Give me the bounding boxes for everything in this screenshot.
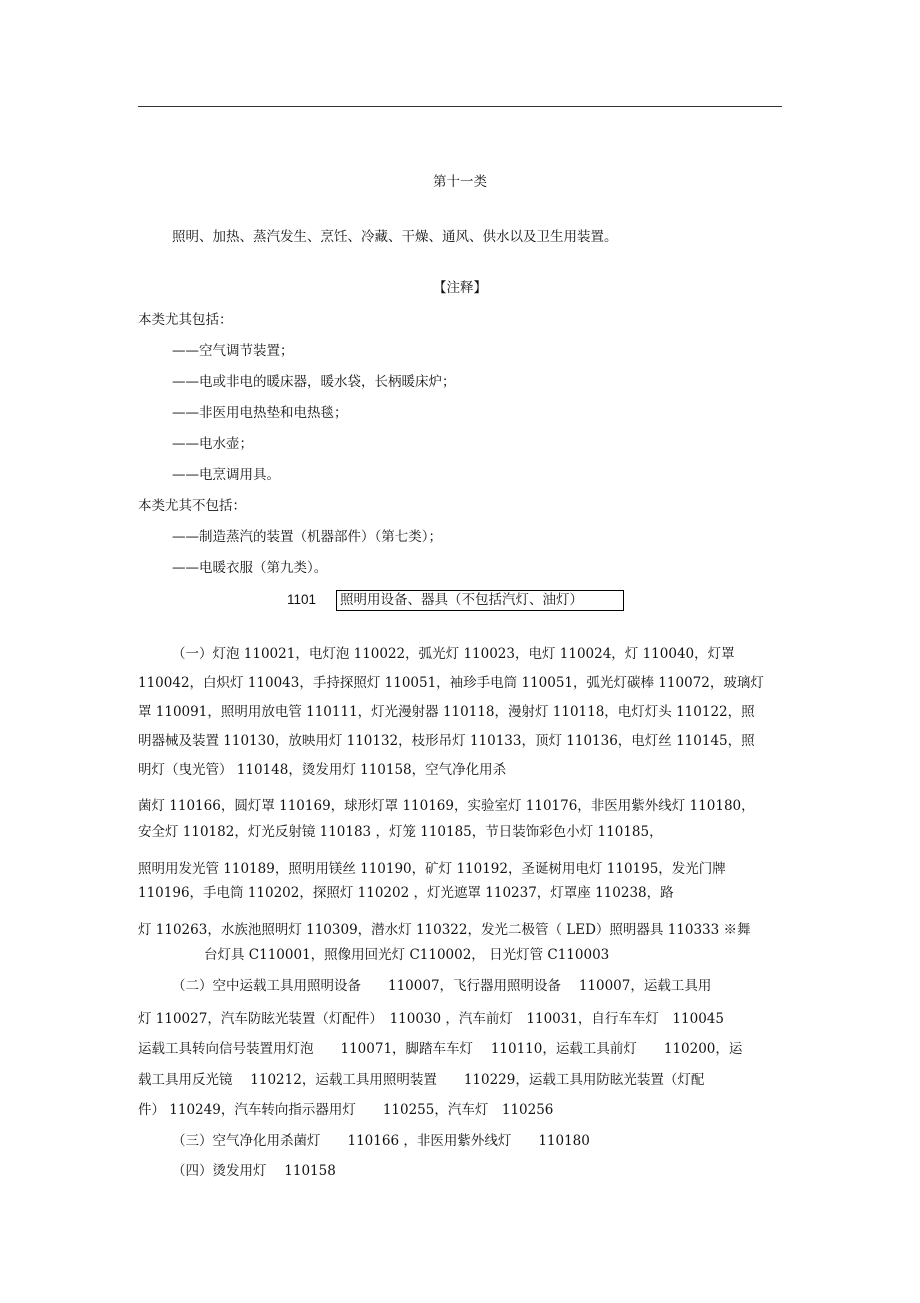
class-description: 照明、加热、蒸汽发生、烹饪、冷藏、干燥、通风、供水以及卫生用装置。 — [172, 229, 618, 245]
body-line: 灯 110027，汽车防眩光装置（灯配件） 110030 ，汽车前灯 110031，自行车车灯 110045 — [138, 1011, 724, 1027]
body-line: 运载工具转向信号装置用灯泡 110071，脚踏车车灯 110110，运载工具前灯 110200，运 — [138, 1041, 743, 1057]
body-line: 110196，手电筒 110202，探照灯 110202 ，灯光遮罩 110237，灯罩座 110238，路 — [138, 885, 674, 901]
include-item: ——电或非电的暖床器，暖水袋，长柄暖床炉； — [172, 374, 456, 390]
include-item: ——非医用电热垫和电热毯； — [172, 405, 348, 421]
body-line: （二）空中运载工具用照明设备 110007，飞行器用照明设备 110007，运载工具用 — [172, 978, 712, 994]
exclude-item: ——电暖衣服（第九类）。 — [172, 560, 328, 576]
body-line: （一）灯泡 110021，电灯泡 110022，弧光灯 110023，电灯 110024，灯 110040，灯罩 — [172, 646, 735, 662]
excludes-intro: 本类尤其不包括： — [138, 498, 246, 514]
include-item: ——电水壶； — [172, 436, 253, 452]
include-item: ——空气调节装置； — [172, 343, 294, 359]
exclude-item: ——制造蒸汽的装置（机器部件）（第七类）； — [172, 529, 442, 545]
body-line: （三）空气净化用杀菌灯 110166 ，非医用紫外线灯 110180 — [172, 1133, 590, 1149]
body-line: 明灯（曳光管） 110148，烫发用灯 110158，空气净化用杀 — [138, 762, 507, 778]
body-line: 台灯具 C110001，照像用回光灯 C110002， 日光灯管 C110003 — [204, 947, 610, 963]
body-line: 安全灯 110182，灯光反射镜 110183 ，灯笼 110185，节日装饰彩色小灯 110185， — [138, 824, 663, 840]
body-line: 件） 110249，汽车转向指示器用灯 110255，汽车灯 110256 — [138, 1102, 554, 1118]
body-line: 菌灯 110166，圆灯罩 110169，球形灯罩 110169，实验室灯 110176，非医用紫外线灯 110180， — [138, 798, 755, 814]
body-line: 灯 110263，水族池照明灯 110309，潜水灯 110322，发光二极管（ LED）照明器具 110333 ※舞 — [138, 922, 751, 938]
body-line: 明器械及装置 110130，放映用灯 110132，枝形吊灯 110133，顶灯 110136，电灯丝 110145，照 — [138, 733, 755, 749]
class-title: 第十一类 — [433, 174, 487, 190]
body-line: 110042，白炽灯 110043，手持探照灯 110051，袖珍手电筒 110051，弧光灯碳棒 110072，玻璃灯 — [138, 675, 764, 691]
include-item: ——电烹调用具。 — [172, 467, 280, 483]
body-line: 罩 110091，照明用放电管 110111，灯光漫射器 110118，漫射灯 110118，电灯灯头 110122，照 — [138, 704, 755, 720]
body-line: （四）烫发用灯 110158 — [172, 1163, 336, 1179]
group-title: 照明用设备、器具（不包括汽灯、油灯） — [336, 590, 624, 611]
body-line: 载工具用反光镜 110212，运载工具用照明装置 110229，运载工具用防眩光装置（灯配 — [138, 1072, 705, 1088]
includes-intro: 本类尤其包括： — [138, 312, 233, 328]
header-rule — [138, 106, 782, 107]
notes-heading: 【注释】 — [433, 280, 487, 296]
body-line: 照明用发光管 110189，照明用镁丝 110190，矿灯 110192，圣诞树用电灯 110195，发光门牌 — [138, 861, 726, 877]
group-title-box — [336, 590, 624, 611]
group-code: 1101 — [287, 592, 317, 607]
